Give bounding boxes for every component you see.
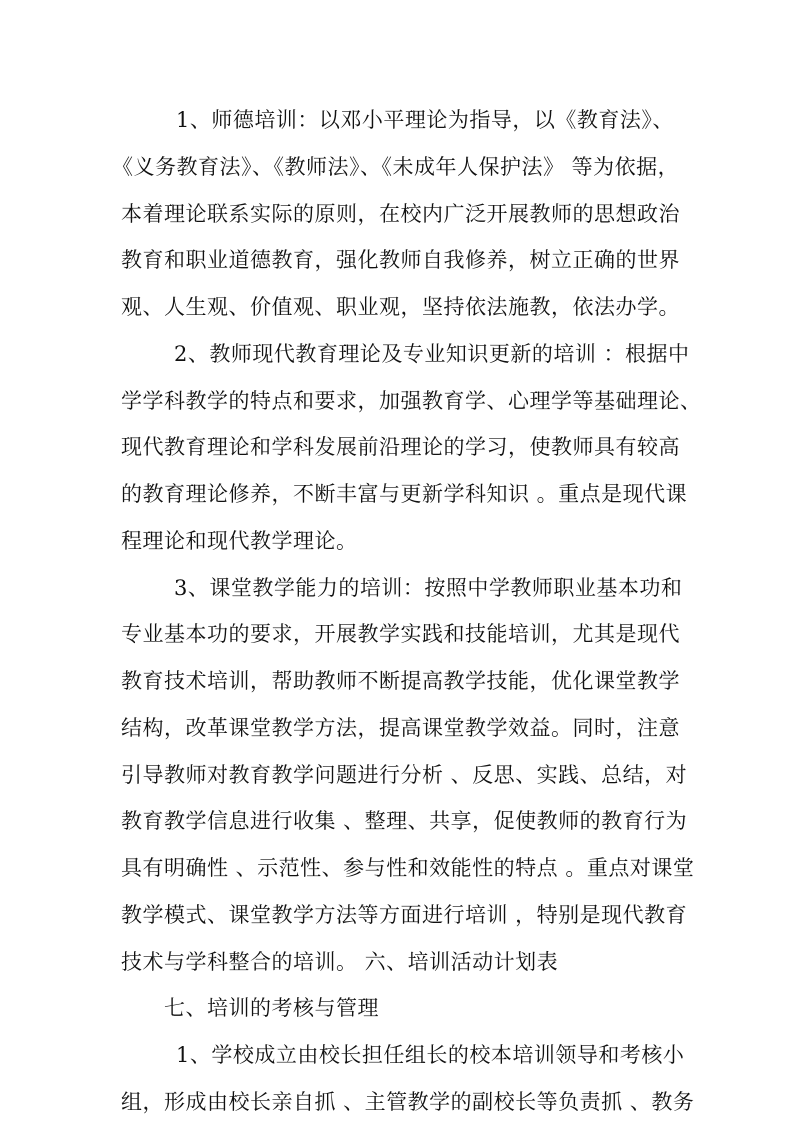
paragraph-line: 教学模式、课堂教学方法等方面进行培训 ，特别是现代教育 xyxy=(121,903,688,927)
paragraph-line: 教育教学信息进行收集 、整理、共享，促使教师的教育行为 xyxy=(121,809,688,833)
paragraph-line: 技术与学科整合的培训。 六、培训活动计划表 xyxy=(121,950,559,974)
paragraph-line: 1、学校成立由校长担任组长的校本培训领导和考核小 xyxy=(176,1043,685,1067)
paragraph-line: 2、教师现代教育理论及专业知识更新的培训 ：根据中 xyxy=(174,342,690,366)
paragraph-line: 本着理论联系实际的原则，在校内广泛开展教师的思想政治 xyxy=(121,202,680,226)
paragraph-line: 3、课堂教学能力的培训：按照中学教师职业基本功和 xyxy=(174,576,683,600)
paragraph-line: 1、师德培训：以邓小平理论为指导，以《教育法》、 xyxy=(176,108,674,132)
paragraph-line: 教育技术培训，帮助教师不断提高教学技能，优化课堂教学 xyxy=(121,669,680,693)
paragraph-line: 引导教师对教育教学问题进行分析 、反思、实践、总结，对 xyxy=(121,763,688,787)
paragraph-line: 程理论和现代教学理论。 xyxy=(121,529,358,553)
paragraph-line: 现代教育理论和学科发展前沿理论的学习，使教师具有较高 xyxy=(121,435,680,459)
paragraph-line: 教育和职业道德教育，强化教师自我修养，树立正确的世界 xyxy=(121,248,680,272)
paragraph-line: 专业基本功的要求，开展教学实践和技能培训，尤其是现代 xyxy=(121,622,680,646)
paragraph-line: 具有明确性 、示范性、参与性和效能性的特点 。重点对课堂 xyxy=(121,856,695,880)
paragraph-line: 《义务教育法》、《教师法》、《未成年人保护法》 等为依据， xyxy=(112,155,680,179)
paragraph-line: 的教育理论修养，不断丰富与更新学科知识 。重点是现代课 xyxy=(121,482,688,506)
paragraph-line: 学学科教学的特点和要求，加强教育学、心理学等基础理论、 xyxy=(121,389,702,413)
paragraph-line: 结构，改革课堂教学方法，提高课堂教学效益。同时，注意 xyxy=(121,716,680,740)
paragraph-line: 组，形成由校长亲自抓 、主管教学的副校长等负责抓 、教务 xyxy=(121,1090,695,1114)
section-heading: 七、培训的考核与管理 xyxy=(164,996,379,1020)
paragraph-line: 观、人生观、价值观、职业观，坚持依法施教，依法办学。 xyxy=(121,295,680,319)
